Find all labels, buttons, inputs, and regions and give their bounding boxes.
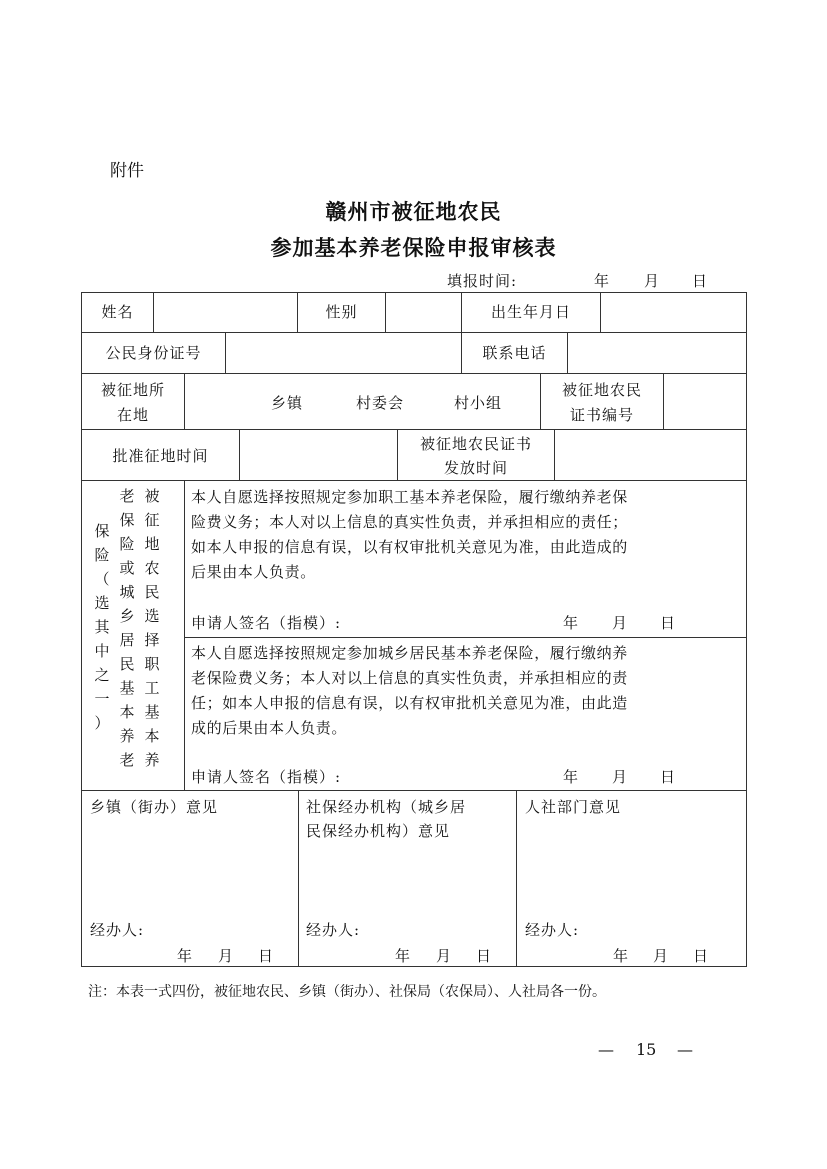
option2-day: 日 [660, 768, 677, 786]
approval-time-label: 批准征地时间 [112, 447, 209, 465]
fill-time-year: 年 [594, 272, 611, 290]
village-group-label: 村小组 [454, 394, 503, 412]
social-security-opinion-handler: 经办人: [306, 921, 361, 939]
form-title-line2: 参加基本养老保险申报审核表 [270, 236, 557, 260]
option2-sign-label: 申请人签名（指模）: [191, 768, 342, 786]
option2-line: 成的后果由本人负责。 [191, 719, 348, 737]
hr-department-opinion-month: 月 [653, 947, 670, 965]
option1-sign-label: 申请人签名（指模）: [191, 614, 342, 632]
id-number-field[interactable] [226, 341, 461, 365]
form-title-line1: 赣州市被征地农民 [325, 200, 502, 224]
birth-date-field[interactable] [601, 300, 746, 324]
social-security-opinion-title-1: 社保经办机构（城乡居 [306, 798, 467, 816]
town-opinion-title: 乡镇（街办）意见 [90, 798, 219, 816]
hr-department-opinion-year: 年 [613, 947, 630, 965]
page-number: 15 [636, 1040, 657, 1059]
location-label-2: 在地 [116, 406, 149, 424]
insurance-choice-vertical-label: 保 险 （ 选 其 中 之 一 ） [94, 522, 110, 732]
option1-month: 月 [612, 614, 629, 632]
insurance-type-vertical-label: 老 保 险 或 城 乡 居 民 基 本 养 老 [119, 487, 135, 769]
town-opinion-handler: 经办人: [90, 921, 145, 939]
hr-department-opinion-handler: 经办人: [525, 921, 580, 939]
village-committee-label: 村委会 [356, 394, 405, 412]
attachment-label: 附件 [110, 161, 144, 181]
option1-year: 年 [563, 614, 580, 632]
issue-time-label-2: 发放时间 [443, 459, 508, 477]
town-opinion-year: 年 [177, 947, 194, 965]
option1-line: 后果由本人负责。 [191, 563, 316, 581]
page-dash-right: — [677, 1040, 693, 1059]
option2-line: 本人自愿选择按照规定参加城乡居民基本养老保险，履行缴纳养 [191, 644, 628, 662]
fill-time-month: 月 [644, 272, 661, 290]
option1-line: 如本人申报的信息有误，以有权审批机关意见为准，由此造成的 [191, 538, 628, 556]
birth-date-label: 出生年月日 [490, 303, 571, 321]
gender-field[interactable] [386, 300, 461, 324]
social-security-opinion-title-2: 民保经办机构）意见 [306, 822, 451, 840]
certificate-number-field[interactable] [664, 390, 746, 414]
phone-field[interactable] [568, 341, 746, 365]
town-opinion-month: 月 [218, 947, 235, 965]
fill-time-day: 日 [692, 272, 709, 290]
approval-time-field[interactable] [240, 444, 397, 468]
hr-department-opinion-title: 人社部门意见 [525, 798, 622, 816]
certificate-label-1: 被征地农民 [561, 381, 642, 399]
option1-line: 险费义务；本人对以上信息的真实性负责，并承担相应的责任； [191, 513, 628, 531]
option1-day: 日 [660, 614, 677, 632]
page-dash-left: — [598, 1040, 614, 1059]
fill-time-label: 填报时间: [447, 272, 518, 290]
phone-label: 联系电话 [482, 344, 547, 362]
option2-line: 任；如本人申报的信息有误，以有权审批机关意见为准，由此造 [191, 694, 628, 712]
social-security-opinion-month: 月 [436, 947, 453, 965]
option2-line: 老保险费义务；本人对以上信息的真实性负责，并承担相应的责 [191, 669, 628, 687]
footnote: 注：本表一式四份，被征地农民、乡镇（街办）、社保局（农保局）、人社局各一份。 [88, 984, 606, 1000]
issue-time-field[interactable] [555, 444, 746, 468]
town-opinion-day: 日 [258, 947, 275, 965]
location-label-1: 被征地所 [100, 381, 165, 399]
name-field[interactable] [154, 300, 297, 324]
id-number-label: 公民身份证号 [105, 344, 202, 362]
certificate-label-2: 证书编号 [569, 406, 634, 424]
issue-time-label-1: 被征地农民证书 [419, 435, 532, 453]
option2-month: 月 [612, 768, 629, 786]
option1-line: 本人自愿选择按照规定参加职工基本养老保险，履行缴纳养老保 [191, 488, 628, 506]
farmer-choice-vertical-label: 被 征 地 农 民 选 择 职 工 基 本 养 [144, 487, 160, 769]
option2-year: 年 [563, 768, 580, 786]
social-security-opinion-year: 年 [395, 947, 412, 965]
town-label: 乡镇 [271, 394, 304, 412]
social-security-opinion-day: 日 [476, 947, 493, 965]
name-label: 姓名 [101, 303, 134, 321]
gender-label: 性别 [325, 303, 358, 321]
hr-department-opinion-day: 日 [693, 947, 710, 965]
